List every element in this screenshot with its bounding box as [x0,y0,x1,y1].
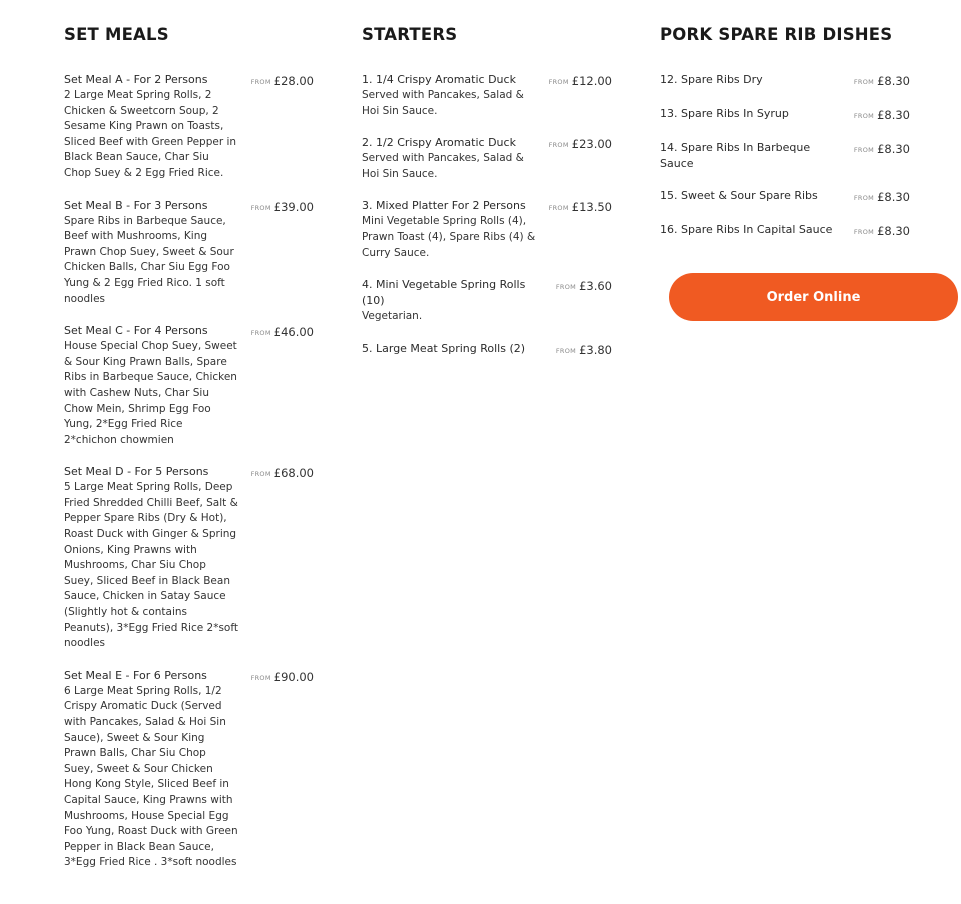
item-price [854,140,910,172]
item-name: 12. Spare Ribs Dry [660,73,763,86]
price-from-label: FROM [548,141,569,150]
item-name: 16. Spare Ribs In Capital Sauce [660,223,833,236]
section-title: PORK SPARE RIB DISHES [660,25,893,44]
item-name: Set Meal C - For 4 Persons [64,324,208,338]
price-from-label: FROM [853,112,875,120]
order-online-button[interactable]: Order Online [669,273,958,321]
menu-item[interactable] [362,72,612,119]
menu-item[interactable] [362,135,612,182]
item-price [556,341,612,359]
menu-item[interactable] [64,72,314,182]
item-price [251,668,314,871]
price-value: £12.00 [571,74,612,88]
price-from-label: FROM [250,78,271,86]
price-from-label: FROM [555,346,577,355]
price-value: £13.50 [571,200,612,215]
price-from-label: FROM [853,194,875,202]
price-value: £28.00 [273,74,314,88]
price-value: £3.60 [579,279,612,294]
menu-list [64,72,314,871]
section-title: SET MEALS [64,25,169,44]
price-from-label: FROM [548,204,569,213]
section-title: STARTERS [362,25,458,44]
item-price [556,277,612,325]
item-name: Set Meal D - For 5 Persons [64,465,209,479]
price-value: £68.00 [273,466,314,481]
starters-section [362,0,612,375]
item-name: 2. 1/2 Crispy Aromatic Duck [362,136,516,150]
menu-item[interactable] [660,72,910,90]
price-value: £39.00 [273,199,314,214]
set-meals-section [64,0,314,887]
item-name: 4. Mini Vegetable Spring Rolls (10) [362,278,526,308]
price-value: £46.00 [273,325,314,340]
price-value: £8.30 [877,74,910,88]
price-value: £8.30 [877,224,910,238]
price-from-label: FROM [250,329,271,338]
menu-item[interactable] [362,341,612,359]
item-price [549,198,612,261]
price-value: £90.00 [273,669,314,684]
item-description: Served with Pancakes, Salad & Hoi Sin Sauce. [362,152,524,180]
item-description: Served with Pancakes, Salad & Hoi Sin Sauce. [362,89,524,117]
item-description: Vegetarian. [362,310,423,323]
menu-item[interactable] [362,277,612,325]
price-from-label: FROM [555,283,577,292]
item-description: Mini Vegetable Spring Rolls (4), Prawn Toast (4), Spare Ribs (4) & Curry Sauce. [362,215,536,259]
menu-list [660,72,910,240]
item-name: 14. Spare Ribs In Barbeque Sauce [660,141,811,170]
price-from-label: FROM [853,146,875,154]
price-from-label: FROM [548,78,569,86]
menu-item[interactable] [660,188,910,206]
item-price [251,464,314,652]
item-price [549,135,612,182]
price-value: £8.30 [877,190,910,204]
item-price [854,222,910,240]
menu-item[interactable] [660,140,910,172]
price-from-label: FROM [853,228,875,236]
item-name: 3. Mixed Platter For 2 Persons [362,199,526,213]
item-name: 5. Large Meat Spring Rolls (2) [362,341,526,355]
item-name: Set Meal B - For 3 Persons [64,198,208,212]
item-price [854,106,910,124]
item-name: 1. 1/4 Crispy Aromatic Duck [362,73,516,86]
item-name: Set Meal A - For 2 Persons [64,73,208,86]
item-price [549,72,612,119]
item-name: 15. Sweet & Sour Spare Ribs [660,189,818,202]
menu-item[interactable] [64,198,314,308]
item-description: Spare Ribs in Barbeque Sauce, Beef with Mushrooms, King Prawn Chop Suey, Sweet & Sour Chicken Balls, Char Siu Egg Foo Yung & 2 Egg Fried Rico. 1 soft noodles [64,214,234,305]
menu-item[interactable] [660,106,910,124]
price-from-label: FROM [250,673,271,682]
item-description: 2 Large Meat Spring Rolls, 2 Chicken & Sweetcorn Soup, 2 Sesame King Prawn on Toasts, Sliced Beef with Green Pepper in Black Bean Sauce, Char Siu Chop Suey & 2 Egg Fried Rice. [64,89,237,179]
menu-item[interactable] [660,222,910,240]
item-name: Set Meal E - For 6 Persons [64,668,207,682]
menu-item[interactable] [64,323,314,448]
item-price [251,198,314,308]
item-price [854,188,910,206]
menu-list [362,72,612,359]
item-price [251,72,314,182]
item-name: 13. Spare Ribs In Syrup [660,107,789,120]
price-from-label: FROM [250,470,271,479]
price-value: £23.00 [571,137,612,152]
item-price [251,323,314,448]
price-from-label: FROM [250,203,271,212]
item-description: House Special Chop Suey, Sweet & Sour King Prawn Balls, Spare Ribs in Barbeque Sauce, Chicken with Cashew Nuts, Char Siu Chow Mein, Shrimp Egg Foo Yung, 2*Egg Fried Rice 2*chichon chowmien [64,340,237,446]
price-from-label: FROM [853,78,875,86]
price-value: £3.80 [579,342,612,357]
menu-item[interactable] [64,668,314,871]
menu-item[interactable] [64,464,314,652]
price-value: £8.30 [877,108,910,122]
item-description: 6 Large Meat Spring Rolls, 1/2 Crispy Aromatic Duck (Served with Pancakes, Salad & Hoi Sin Sauce), Sweet & Sour King Prawn Balls, Char Siu Chop Suey, Sweet & Sour Chicken Hong Kong Style, Sliced Beef in Capital Sauce, King Prawns with Mushrooms, House Special Egg Foo Yung, Roast Duck with Green Pepper in Black Bean Sauce, 3*Egg Fried Rice . 3*soft noodles [64,684,238,869]
pork-spare-rib-section [660,0,910,256]
item-description: 5 Large Meat Spring Rolls, Deep Fried Shredded Chilli Beef, Salt & Pepper Spare Ribs (Dry & Hot), Roast Duck with Ginger & Spring Onions, King Prawns with Mushrooms, Char Siu Chop Suey, Sliced Beef in Black Bean Sauce, Chicken in Satay Sauce (Slightly hot & contains Peanuts), 3*Egg Fried Rice 2*soft noodles [64,481,238,650]
menu-item[interactable] [362,198,612,261]
item-price [854,72,910,90]
price-value: £8.30 [877,142,910,156]
